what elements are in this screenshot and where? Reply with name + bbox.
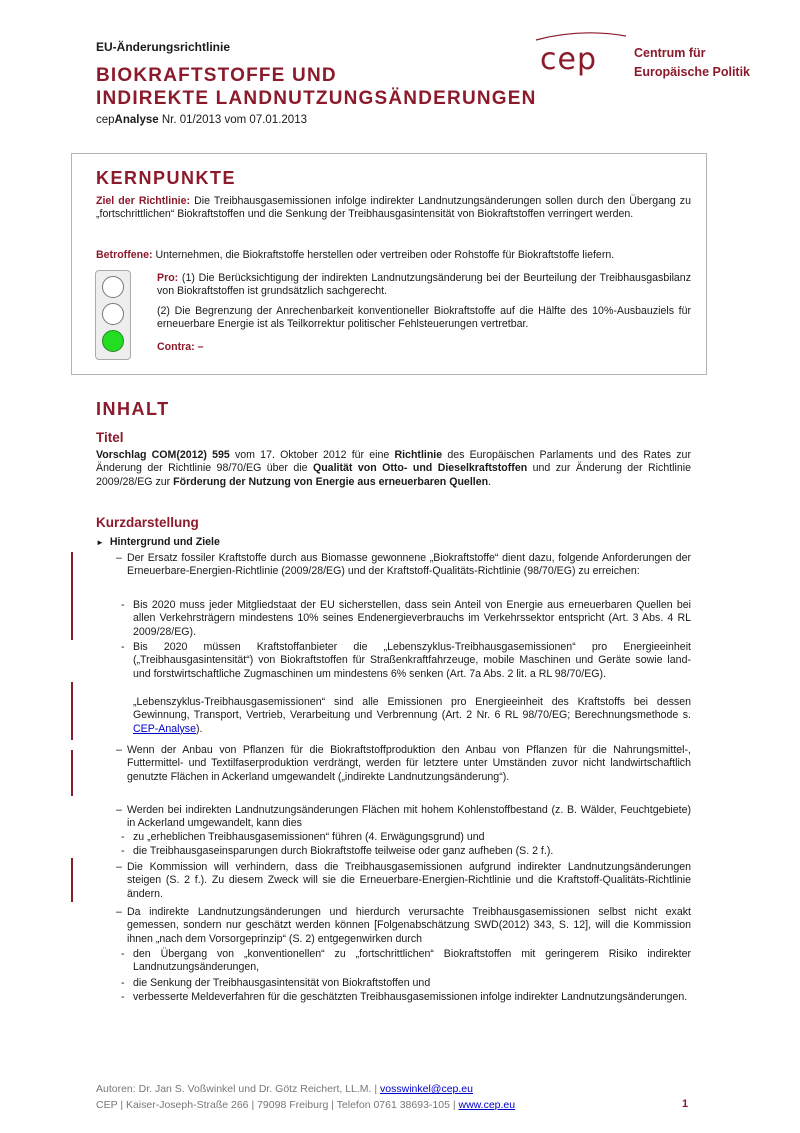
footer-authors-text: Autoren: Dr. Jan S. Voßwinkel und Dr. Götz Reichert, LL.M. | [96, 1083, 381, 1095]
contra-label: Contra: – [157, 341, 204, 353]
analyse-bold: Analyse [114, 114, 159, 126]
margin-bar [71, 858, 73, 902]
body-item-1: Der Ersatz fossiler Kraftstoffe durch aus Biomasse gewonnene „Biokraftstoffe“ dient dazu, folgende Anforderungen der Erneuerbare-Energien-Richtlinie (2009/28/EG) und der Kraftstoff-Qualitäts-Richtlinie (98/70/EG) zu erreichen: [127, 552, 691, 578]
analyse-prefix: cep [96, 114, 115, 126]
titel-text-2: des Europäischen Parlaments und des Rates zur Änderung der Richtlinie 98/70/EG über die [96, 449, 691, 475]
titel-richtlinie: Richtlinie [394, 449, 443, 461]
pro-paragraph-2: (2) Die Begrenzung der Anrechenbarkeit konventioneller Biokraftstoffe auf die Hälfte des 10%-Ausbauziels für erneuerbare Energie ist als Teilkorrektur politischer Fehlsteuerungen vertretbar. [157, 305, 691, 331]
triangle-bullet-icon: ► [96, 538, 104, 547]
title-line-2: INDIREKTE LANDNUTZUNGSÄNDERUNGEN [96, 88, 537, 109]
titel-doc-ref: Vorschlag COM(2012) 595 [96, 449, 230, 461]
kurzdarstellung-heading: Kurzdarstellung [96, 515, 199, 530]
traffic-light-top-lamp [102, 276, 124, 298]
pro-label: Pro: [157, 272, 179, 284]
titel-text-1: vom 17. Oktober 2012 für eine [229, 449, 395, 461]
titel-text-3: und zur Änderung der Richtlinie 2009/28/EG zur [96, 462, 692, 488]
footer-address-text: CEP | Kaiser-Joseph-Straße 266 | 79098 Freiburg | Telefon 0761 38693-105 | [96, 1099, 459, 1111]
footer-address [96, 1099, 515, 1111]
sub-bullet: - [121, 641, 125, 653]
betroffene-paragraph [96, 249, 691, 262]
footer-authors [96, 1083, 473, 1095]
hintergrund-label: Hintergrund und Ziele [109, 536, 220, 548]
titel-heading: Titel [96, 430, 124, 445]
body-item-1b: Bis 2020 müssen Kraftstoffanbieter die „Lebenszyklus-Treibhausgasemissionen“ pro Energieeinheit („Treibhausgasintensität“) von Biokraftstoffen für Straßenkraftfahrzeuge, mobile Maschinen und Geräte sowie land- und forstwirtschaftliche Zugmaschinen um mindestens 6% senken (Art. 7a Abs. 2 lit. a RL 98/70/EG). [133, 641, 691, 680]
analyse-rest: Nr. 01/2013 vom 07.01.2013 [158, 114, 307, 126]
betroffene-text: Unternehmen, die Biokraftstoffe herstellen oder vertreiben oder Rohstoffe für Biokraftstoffe liefern. [152, 249, 615, 261]
cep-analyse-link[interactable]: CEP-Analyse [133, 722, 196, 735]
traffic-light-icon [95, 270, 131, 360]
body-item-5a: den Übergang von „konventionellen“ zu „fortschrittlichen“ Biokraftstoffen mit geringerem Risiko indirekter Landnutzungsänderungen, [133, 948, 691, 974]
traffic-light-middle-lamp [102, 303, 124, 325]
sub-bullet: - [121, 948, 125, 960]
body-item-3: Werden bei indirekten Landnutzungsänderungen Flächen mit hohem Kohlenstoffbestand (z. B. Wälder, Feuchtgebiete) in Ackerland umgewandelt, kann dies [127, 804, 691, 830]
document-type-label: EU-Änderungsrichtlinie [96, 40, 231, 54]
sub-bullet: - [121, 845, 125, 857]
margin-bar [71, 750, 73, 796]
dash-bullet: – [116, 861, 122, 873]
body-item-3a: zu „erheblichen Treibhausgasemissionen“ führen (4. Erwägungsgrund) und [133, 831, 485, 843]
sub-bullet: - [121, 991, 125, 1003]
body-item-5c: verbesserte Meldeverfahren für die geschätzten Treibhausgasemissionen infolge indirekter Landnutzungsänderungen. [133, 991, 688, 1003]
sub-bullet: - [121, 599, 125, 611]
body-item-1c-text: „Lebenszyklus-Treibhausgasemissionen“ sind alle Emissionen pro Energieeinheit des Kraftstoffs bei dessen Gewinnung, Transport, Vertrieb, Verarbeitung und Verbrennung (Art. 2 Nr. 6 RL 98/70/EG; Berechnungsmethode s. [133, 696, 691, 722]
logo-organisation-name [634, 44, 750, 82]
ziel-paragraph [96, 195, 691, 222]
body-item-1c-end: ). [196, 722, 203, 735]
titel-foerderung: Förderung der Nutzung von Energie aus erneuerbaren Quellen [173, 475, 489, 488]
body-item-2: Wenn der Anbau von Pflanzen für die Biokraftstoffproduktion den Anbau von Pflanzen für die Nahrungsmittel-, Futtermittel- und Textilfaserproduktion verdrängt, werden für letztere unter Umständen zuvor nicht landwirtschaftlich genutzte Flächen in Ackerland umgewandelt („indirekte Landnutzungsänderung“). [127, 744, 691, 783]
logo-name-line-2: Europäische Politik [634, 65, 751, 79]
ziel-text: Die Treibhausgasemissionen infolge indirekter Landnutzungsänderungen sollen durch den Übergang zu „fortschrittlichen“ Biokraftstoffen und die Senkung der Treibhausgasintensität von Biokraftstoffen verringert werden. [96, 195, 691, 221]
page-number: 1 [682, 1098, 689, 1110]
sub-bullet: - [121, 977, 125, 989]
logo-name-line-1: Centrum für [634, 46, 706, 60]
margin-bar [71, 682, 73, 740]
body-item-3b: die Treibhausgaseinsparungen durch Biokraftstoffe teilweise oder ganz aufheben (S. 2 f.). [133, 845, 554, 857]
titel-qualitaet: Qualität von Otto- und Dieselkraftstoffen [312, 462, 528, 475]
ziel-label: Ziel der Richtlinie: [96, 195, 191, 207]
logo-wordmark: cep [540, 42, 597, 77]
margin-bar [71, 552, 73, 640]
pro-paragraph-1 [157, 272, 691, 299]
inhalt-heading: INHALT [96, 399, 170, 419]
pro-text-1: (1) Die Berücksichtigung der indirekten Landnutzungsänderung bei der Beurteilung der Treibhausgasbilanz von Biokraftstoffen ist grundsätzlich sachgerecht. [157, 272, 691, 298]
dash-bullet: – [116, 744, 122, 756]
body-item-5b: die Senkung der Treibhausgasintensität von Biokraftstoffen und [133, 977, 431, 989]
website-link[interactable]: www.cep.eu [458, 1099, 516, 1111]
sub-bullet: - [121, 831, 125, 843]
document-title [96, 64, 537, 110]
dash-bullet: – [116, 552, 122, 564]
kernpunkte-heading: KERNPUNKTE [96, 168, 237, 188]
body-item-5: Da indirekte Landnutzungsänderungen und hierdurch verursachte Treibhausgasemissionen selbst nicht exakt gemessen, sondern nur geschätzt werden können [Folgenabschätzung SWD(2012) 343, S. 12], will die Kommission ihnen „nach dem Vorsorgeprinzip“ (S. 2) entgegenwirken durch [127, 906, 691, 945]
body-item-1a: Bis 2020 muss jeder Mitgliedstaat der EU sicherstellen, dass sein Anteil von Energie aus erneuerbaren Quellen bei allen Verkehrsträgern mindestens 10% seines Endenergieverbrauchs im Verkehrssektor entspricht (Art. 3 Abs. 4 RL 2009/28/EG). [133, 599, 691, 638]
author-email-link[interactable]: vosswinkel@cep.eu [380, 1083, 473, 1095]
titel-text-4: . [488, 475, 492, 488]
body-item-1c [133, 696, 691, 736]
titel-paragraph [96, 449, 691, 489]
betroffene-label: Betroffene: [96, 249, 153, 261]
hintergrund-heading [96, 536, 220, 548]
title-line-1: BIOKRAFTSTOFFE UND [96, 65, 337, 86]
traffic-light-green-lamp [102, 330, 124, 352]
body-item-4: Die Kommission will verhindern, dass die Treibhausgasemissionen aufgrund indirekter Landnutzungsänderungen steigen (S. 2 f.). Zu diesem Zweck will sie die Erneuerbare-Energien-Richtlinie und die Kraftstoff-Qualitäts-Richtlinie ändern. [127, 861, 691, 900]
dash-bullet: – [116, 804, 122, 816]
dash-bullet: – [116, 906, 122, 918]
analyse-number [96, 114, 307, 126]
